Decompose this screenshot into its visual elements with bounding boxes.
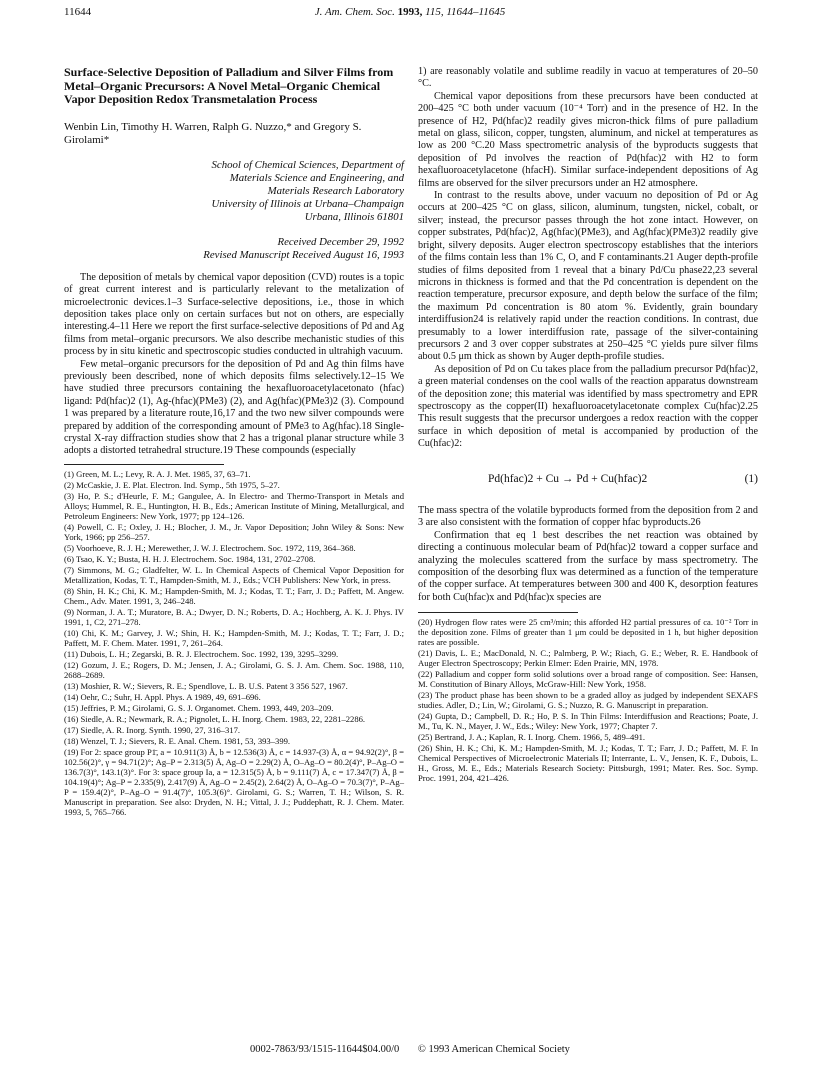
equation-1 (418, 473, 758, 485)
left-column (64, 66, 404, 818)
body-paragraph: The mass spectra of the volatile byproducts formed from the deposition from 2 and 3 are also consistent with the formation of copper hfac byproducts.26 (418, 505, 758, 529)
footnote: (9) Norman, J. A. T.; Muratore, B. A.; Dwyer, D. N.; Roberts, D. A.; Hochberg, A. K. J. Phys. IV 1991, 1, C2, 271–278. (64, 606, 404, 627)
footnote: (4) Powell, C. F.; Oxley, J. H.; Blocher, J. M., Jr. Vapor Deposition; John Wiley & Sons: New York, 1966; pp 256–257. (64, 521, 404, 542)
footnote: (24) Gupta, D.; Campbell, D. R.; Ho, P. S. In Thin Films: Interdiffusion and Reactions; Poate, J. M., Tu, K. N., Mayer, J. W., Eds.; Wiley: New York, 1977; Chapter 7. (418, 711, 758, 732)
journal-name: J. Am. Chem. Soc. (314, 6, 395, 18)
body-paragraph: As deposition of Pd on Cu takes place from the palladium precursor Pd(hfac)2, a green material condenses on the cool walls of the reaction apparatus downstream of the deposition zone; this material was identified by mass spectrometry and EPR spectroscopy as the copper(II) hexafluoroacetylacetonate complex Cu(hfac)2.25 This result suggests that the precursor undergoes a redox reaction with the copper surface in which deposition of metal is accompanied by production of the Cu(hfac)2: (418, 363, 758, 450)
footnote: (19) For 2: space group P1̄, a = 10.911(3) Å, b = 12.536(3) Å, c = 14.937-(3) Å, α = 94.92(2)°, β = 102.56(2)°, γ = 94.71(2)°; Ag–P = 2.313(5) Å, Ag–O = 2.29(2) Å, O–Ag–O = 80.2(4)°, P–Ag–O = 136.7(3)°, 143.1(3)°. For 3: space group Ia, a = 12.315(5) Å, b = 9.111(7) Å, c = 17.347(7) Å, β = 104.19(4)°; Ag–P = 2.335(9), 2.417(9) Å, Ag–O = 2.45(2), 2.64(2) Å, O–Ag–O = 70.3(7)°, P–Ag–P = 159.4(2)°, P–Ag–O = 91.4(7)°, 105.3(6)°. Girolami, G. S.; Warren, T. H.; Wilson, S. R. Manuscript in preparation. See also: Dryden, N. H.; Vittal, J. J.; Puddephatt, R. J. Chem. Mater. 1993, 5, 765–766. (64, 746, 404, 817)
author-list: Wenbin Lin, Timothy H. Warren, Ralph G. Nuzzo,* and Gregory S. Girolami* (64, 120, 362, 146)
footnote: (15) Jeffries, P. M.; Girolami, G. S. J. Organomet. Chem. 1993, 449, 203–209. (64, 702, 334, 713)
footnote: (13) Moshier, R. W.; Sievers, R. E.; Spendlove, L. B. U.S. Patent 3 356 527, 1967. (64, 680, 348, 691)
journal-volume: 115, (425, 6, 444, 18)
footnote: (1) Green, M. L.; Levy, R. A. J. Met. 1985, 37, 63–71. (64, 468, 251, 479)
equation-text: Pd(hfac)2 + Cu → Pd + Cu(hfac)2 (488, 472, 648, 485)
footnote: (25) Bertrand, J. A.; Kaplan, R. I. Inorg. Chem. 1966, 5, 489–491. (418, 732, 646, 743)
running-head (64, 6, 756, 18)
article-code: 0002-7863/93/1515-11644$04.00/0 (250, 1044, 400, 1055)
footnote: (21) Davis, L. E.; MacDonald, N. C.; Palmberg, P. W.; Riach, G. E.; Weber, R. E. Handbook of Auger Electron Spectroscopy; Perkin Elmer: Eden Prairie, MN, 1978. (418, 648, 758, 669)
footnotes-right (418, 617, 758, 783)
footnote: (11) Dubois, L. H.; Zegarski, B. R. J. Electrochem. Soc. 1992, 139, 3295–3299. (64, 648, 339, 659)
footnote: (18) Wenzel, T. J.; Sievers, R. E. Anal. Chem. 1981, 53, 393–399. (64, 735, 291, 746)
body-paragraph: Chemical vapor depositions from these precursors have been conducted at 200–425 °C both under vacuum (10⁻⁴ Torr) and in the presence of H2. In the presence of H2, Pd(hfac)2 readily gives micron-thick films of pure palladium metal on glass, silicon, copper, tungsten, aluminum, and nickel at temperatures as low as 200 °C.20 Mass spectrometric analysis of the byproducts suggests that deposition of Pd involves the reaction of Pd(hfac)2 with H2 to form hexafluoroacetylacetone (hfacH). Similar surface-independent depositions of Ag films are observed for the silver precursors under an H2 atmosphere. (418, 90, 758, 189)
footnote: (20) Hydrogen flow rates were 25 cm³/min; this afforded H2 partial pressures of ca. 10⁻² Torr in the deposition zone. Films of greater than 1 μm could be deposited in 1 h, but higher deposition rates are possible. (418, 617, 758, 648)
affiliation-line: School of Chemical Sciences, Department of (211, 158, 404, 171)
received-date: Received December 29, 1992 (277, 235, 404, 248)
dates (64, 236, 404, 262)
footnote: (10) Chi, K. M.; Garvey, J. W.; Shin, H. K.; Hampden-Smith, M. J.; Kodas, T. T.; Farr, J. D.; Paffett, M. F. Chem. Mater. 1991, 7, 261–264. (64, 627, 404, 648)
copyright: © 1993 American Chemical Society (417, 1044, 570, 1055)
body-paragraph: 1) are reasonably volatile and sublime readily in vacuo at temperatures of 20–50 °C. (418, 66, 758, 90)
body-paragraph: The deposition of metals by chemical vapor deposition (CVD) routes is a topic of great current interest and is particularly relevant to the metalization of microelectronic devices.1–3 Surface-selective depositions, i.e., those in which deposition takes place only on certain surfaces but not on others, are especially interesting.4–11 Here we report the first surface-selective depositions of Pd and Ag films from metal–organic precursors. We also describe mechanistic studies of this process by in situ kinetic and spectroscopic studies conducted in ultrahigh vacuum. (64, 271, 404, 358)
footnote: (7) Simmons, M. G.; Gladfelter, W. L. In Chemical Aspects of Chemical Vapor Deposition for Metallization, Kodas, T. T., Hampden-Smith, M. J., Eds.; VCH Publishers: New York, in press. (64, 564, 404, 585)
equation-number: (1) (744, 472, 758, 485)
body-paragraph: Few metal–organic precursors for the deposition of Pd and Ag thin films have previously been described, none of which deposits films selectively.12–15 We have studied three precursors containing the hexafluoroacetylacetonato (hfac) ligand: Pd(hfac)2 (1), Ag-(hfac)(PMe3) (2), and Ag(hfac)(PMe3)2 (3). Compound 1 was prepared by a literature route,16,17 and the two new silver compounds were prepared by addition of the corresponding amount of PMe3 to Ag(hfac).18 Single-crystal X-ray diffraction studies show that 2 has a trigonal planar structure while 3 adopts a distorted tetrahedral structure.19 These compounds (especially (64, 358, 404, 457)
footnotes-left (64, 469, 404, 817)
footnote: (12) Gozum, J. E.; Rogers, D. M.; Jensen, J. A.; Girolami, G. S. J. Am. Chem. Soc. 1988, 110, 2688–2689. (64, 659, 404, 680)
affiliation-line: Urbana, Illinois 61801 (304, 210, 404, 223)
journal-year: 1993, (397, 6, 423, 18)
footnote-divider (418, 612, 578, 613)
page-header (64, 6, 756, 22)
revised-date: Revised Manuscript Received August 16, 1993 (203, 248, 404, 261)
page-number: 11644 (64, 6, 92, 18)
footnote: (23) The product phase has been shown to be a graded alloy as judged by independent SEXAFS studies. Adler, D.; Lin, W.; Girolami, G. S.; Nuzzo, R. G. Manuscript in preparation. (418, 690, 758, 711)
footnote: (14) Oehr, C.; Suhr, H. Appl. Phys. A 1989, 49, 691–696. (64, 691, 261, 702)
article-title: Surface-Selective Deposition of Palladium and Silver Films from Metal–Organic Precursors: A Novel Metal–Organic Chemical Vapor Deposition Redox Transmetalation Process (64, 65, 394, 107)
footnote: (17) Siedle, A. R. Inorg. Synth. 1990, 27, 316–317. (64, 724, 241, 735)
body-paragraph: In contrast to the results above, under vacuum no deposition of Pd or Ag occurs at 200–425 °C on glass, silicon, aluminum, tungsten, nickel, cobalt, or silver; instead, the precursor passes through the hot zone intact. However, on copper substrates, Pd(hfac)2, Ag(hfac)(PMe3), and Ag(hfac)(PMe3)2 readily give bright, silvery deposits. Auger electron spectroscopy establishes that the interiors of the films contain less than 1% C, O, and F contaminants.21 Auger depth-profile studies of films deposited from 1 reveal that a binary Pd/Cu phase22,23 several microns in thickness is formed and that the Pd concentration is dependent on the reaction temperature, precursor exposure, and depth below the surface of the film; the maximum Pd concentration is 80 atom %. Evidently, grain boundary interdiffusion24 is relatively rapid under the reaction conditions. In contrast, due presumably to a lower interdiffusion rate, passage of the silver-containing precursors 2 and 3 over copper substrates at 250–425 °C yields pure silver films about 0.5 μm thick as shown by Auger depth-profile studies. (418, 190, 758, 363)
journal-pages: 11644–11645 (446, 6, 506, 18)
footnote: (22) Palladium and copper form solid solutions over a broad range of composition. See: Hansen, M. Constitution of Binary Alloys, McGraw-Hill: New York, 1958. (418, 669, 758, 690)
footnote: (5) Voorhoeve, R. J. H.; Merewether, J. W. J. Electrochem. Soc. 1972, 119, 364–368. (64, 542, 356, 553)
affiliation (64, 159, 404, 224)
footnote: (6) Tsao, K. Y.; Busta, H. H. J. Electrochem. Soc. 1984, 131, 2702–2708. (64, 553, 316, 564)
affiliation-line: Materials Science and Engineering, and (229, 171, 404, 184)
right-column (418, 66, 758, 784)
footnote: (2) McCaskie, J. E. Plat. Electron. Ind. Symp., 5th 1975, 5–27. (64, 479, 280, 490)
footnote-divider (64, 464, 224, 465)
page-footer (64, 1044, 756, 1055)
affiliation-line: Materials Research Laboratory (267, 184, 404, 197)
footnote: (3) Ho, P. S.; d'Heurle, F. M.; Gangulee, A. In Electro- and Thermo-Transport in Metals and Alloys; Hummel, R. E., Huntington, H. B., Eds.; American Institute of Mining, Metallurgical, and Petroleum Engineers: New York, 1977; pp 124–126. (64, 490, 404, 521)
footnote: (8) Shin, H. K.; Chi, K. M.; Hampden-Smith, M. J.; Kodas, T. T.; Farr, J. D.; Paffett, M. Angew. Chem., Adv. Mater. 1991, 3, 246–248. (64, 585, 404, 606)
affiliation-line: University of Illinois at Urbana–Champaign (211, 197, 404, 210)
footnote: (16) Siedle, A. R.; Newmark, R. A.; Pignolet, L. H. Inorg. Chem. 1983, 22, 2281–2286. (64, 713, 366, 724)
body-paragraph: Confirmation that eq 1 best describes the net reaction was obtained by directing a continuous molecular beam of Pd(hfac)2 toward a copper surface and analyzing the molecules scattered from the surface by mass spectrometry. The composition of the desorbing flux was determined as a function of the temperature of the copper surface. At temperatures between 300 and 400 K, desorption features for both Cu(hfac)x and Pd(hfac)x species are (418, 529, 758, 603)
footnote: (26) Shin, H. K.; Chi, K. M.; Hampden-Smith, M. J.; Kodas, T. T.; Farr, J. D.; Paffett, M. F. In Chemical Perspectives of Microelectronic Materials II; Interrante, L. V., Jensen, K. F., Dubois, L. H., Gross, M. E., Eds.; Materials Research Society: Pittsburgh, 1991; Mater. Res. Soc. Symp. Proc. 1991, 204, 421–426. (418, 743, 758, 784)
